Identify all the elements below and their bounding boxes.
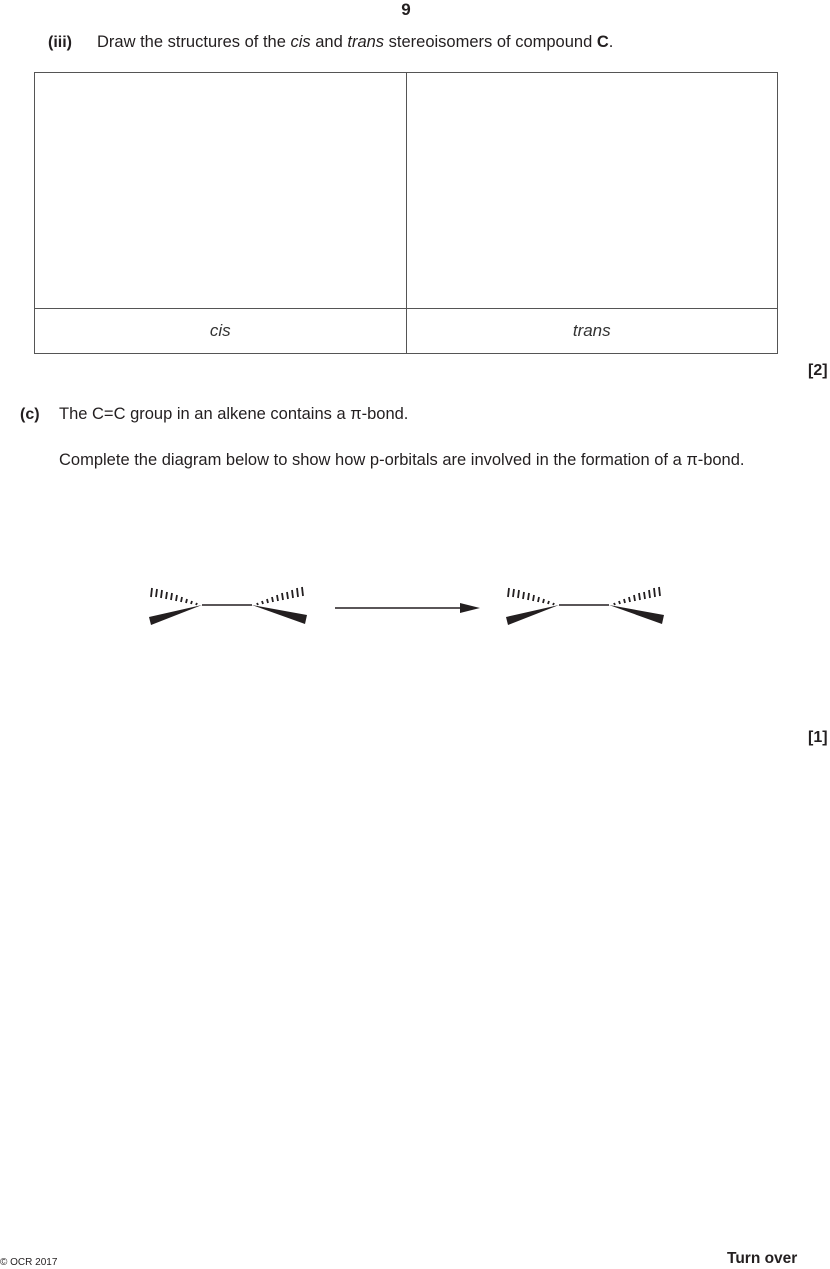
footer-turn-over: Turn over (727, 1250, 798, 1267)
question-c-line2: Complete the diagram below to show how p-orbitals are involved in the formation of a π-bond. (59, 451, 745, 469)
text-segment: stereoisomers of compound (384, 33, 597, 51)
cis-label: cis (35, 309, 407, 354)
marks-c: [1] (808, 729, 828, 746)
left-alkene-molecule (149, 587, 307, 625)
question-c-label: (c) (20, 406, 40, 423)
text-segment: and (310, 33, 348, 51)
pi-bond-diagram (140, 575, 680, 635)
text-cis: cis (290, 33, 311, 51)
answer-table (34, 72, 778, 354)
question-iii-text (97, 33, 613, 52)
wedge-bond-icon (609, 605, 664, 624)
text-trans: trans (347, 33, 385, 51)
trans-drawing-area[interactable] (406, 73, 778, 309)
hash-bond-icon (257, 587, 303, 605)
trans-label: trans (406, 309, 778, 354)
cis-drawing-area[interactable] (35, 73, 407, 309)
wedge-bond-icon (149, 605, 202, 625)
question-iii-label: (iii) (48, 34, 72, 51)
marks-iii: [2] (808, 362, 828, 379)
hash-bond-icon (508, 588, 554, 605)
page-number: 9 (401, 0, 411, 19)
hash-bond-icon (614, 587, 660, 605)
hash-bond-icon (151, 588, 197, 605)
wedge-bond-icon (506, 605, 559, 625)
text-compound-c: C (596, 33, 609, 51)
question-c-line1: The C=C group in an alkene contains a π-bond. (59, 405, 409, 423)
text-segment: Draw the structures of the (97, 33, 291, 51)
right-alkene-molecule (506, 587, 664, 625)
reaction-arrow-icon (335, 603, 480, 613)
footer-copyright: © OCR 2017 (0, 1257, 58, 1268)
wedge-bond-icon (252, 605, 307, 624)
text-segment: . (608, 33, 614, 51)
